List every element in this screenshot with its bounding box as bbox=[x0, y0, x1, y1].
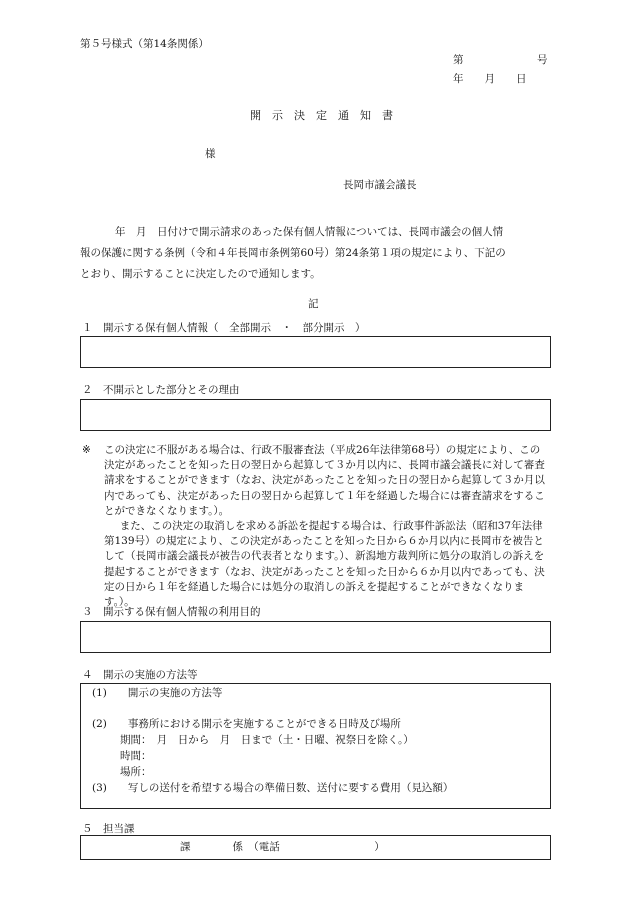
ki-label: 記 bbox=[308, 298, 319, 310]
section1-box[interactable] bbox=[80, 336, 551, 368]
section1-heading: １ 開示する保有個人情報（ 全部開示 ・ 部分開示 ） bbox=[82, 322, 366, 334]
section3-box[interactable] bbox=[80, 621, 551, 653]
notice-mark: ※ bbox=[82, 444, 91, 456]
section2-box[interactable] bbox=[80, 399, 551, 431]
notice-para-2: また、この決定の取消しを求める訴訟を提起する場合は、行政事件訴訟法（昭和37年法律第139号）の規定により、この決定があったことを知った日から６か月以内に長岡市を被告として（長岡市議会議長が被告の代表者となります。）、新潟地方裁判所に処分の取消しの訴えを提起することができます（なお、決定があったことを知った日から６か月以内であっても、決定の日から１年を経過した場合には処分の取消しの訴えを提起することができなくなります。）。 bbox=[104, 520, 545, 609]
section5-heading: ５ 担当課 bbox=[82, 823, 135, 835]
form-label: 第５号様式（第14条関係） bbox=[80, 38, 209, 50]
addressee-suffix: 様 bbox=[205, 148, 216, 160]
section4-place: 場所： bbox=[120, 766, 152, 778]
issuer-name: 長岡市議会議長 bbox=[343, 179, 417, 191]
document-title: 開 示 決 定 通 知 書 bbox=[250, 109, 393, 122]
intro-line-2: 報の保護に関する条例（令和４年長岡市条例第60号）第24条第１項の規定により、下記の bbox=[80, 247, 506, 259]
section4-time: 時間： bbox=[120, 750, 152, 762]
section4-item3: (3) 写しの送付を希望する場合の準備日数、送付に要する費用（見込額） bbox=[92, 782, 454, 794]
notice-para-1: この決定に不服がある場合は、行政不服審査法（平成26年法律第68号）の規定により、この決定があったことを知った日の翌日から起算して３か月以内に、長岡市議会議長に対して審査請求をすることができます（なお、決定があったことを知った日の翌日から起算して３か月以内であっても、決定があった日の翌日から起算して１年を経過した場合には審査請求をすることができなくなります。）。 bbox=[104, 444, 545, 517]
section4-item2: (2) 事務所における開示を実施することができる日時及び場所 bbox=[92, 718, 401, 730]
document-number: 第 号 bbox=[453, 54, 548, 66]
section4-period: 期間： 月 日から 月 日まで（土・日曜、祝祭日を除く。） bbox=[120, 734, 414, 746]
section2-heading: ２ 不開示とした部分とその理由 bbox=[82, 384, 240, 396]
intro-line-3: とおり、開示することに決定したので通知します。 bbox=[80, 268, 321, 280]
issue-date: 年 月 日 bbox=[453, 73, 527, 85]
section4-item1: (1) 開示の実施の方法等 bbox=[92, 687, 223, 699]
section3-heading: ３ 開示する保有個人情報の利用目的 bbox=[82, 606, 261, 618]
section4-heading: ４ 開示の実施の方法等 bbox=[82, 669, 198, 681]
intro-line-1: 年 月 日付けで開示請求のあった保有個人情報については、長岡市議会の個人情 bbox=[115, 226, 504, 238]
section5-contact: 課 係 （電話 ） bbox=[180, 841, 385, 853]
notice-text bbox=[104, 443, 550, 610]
